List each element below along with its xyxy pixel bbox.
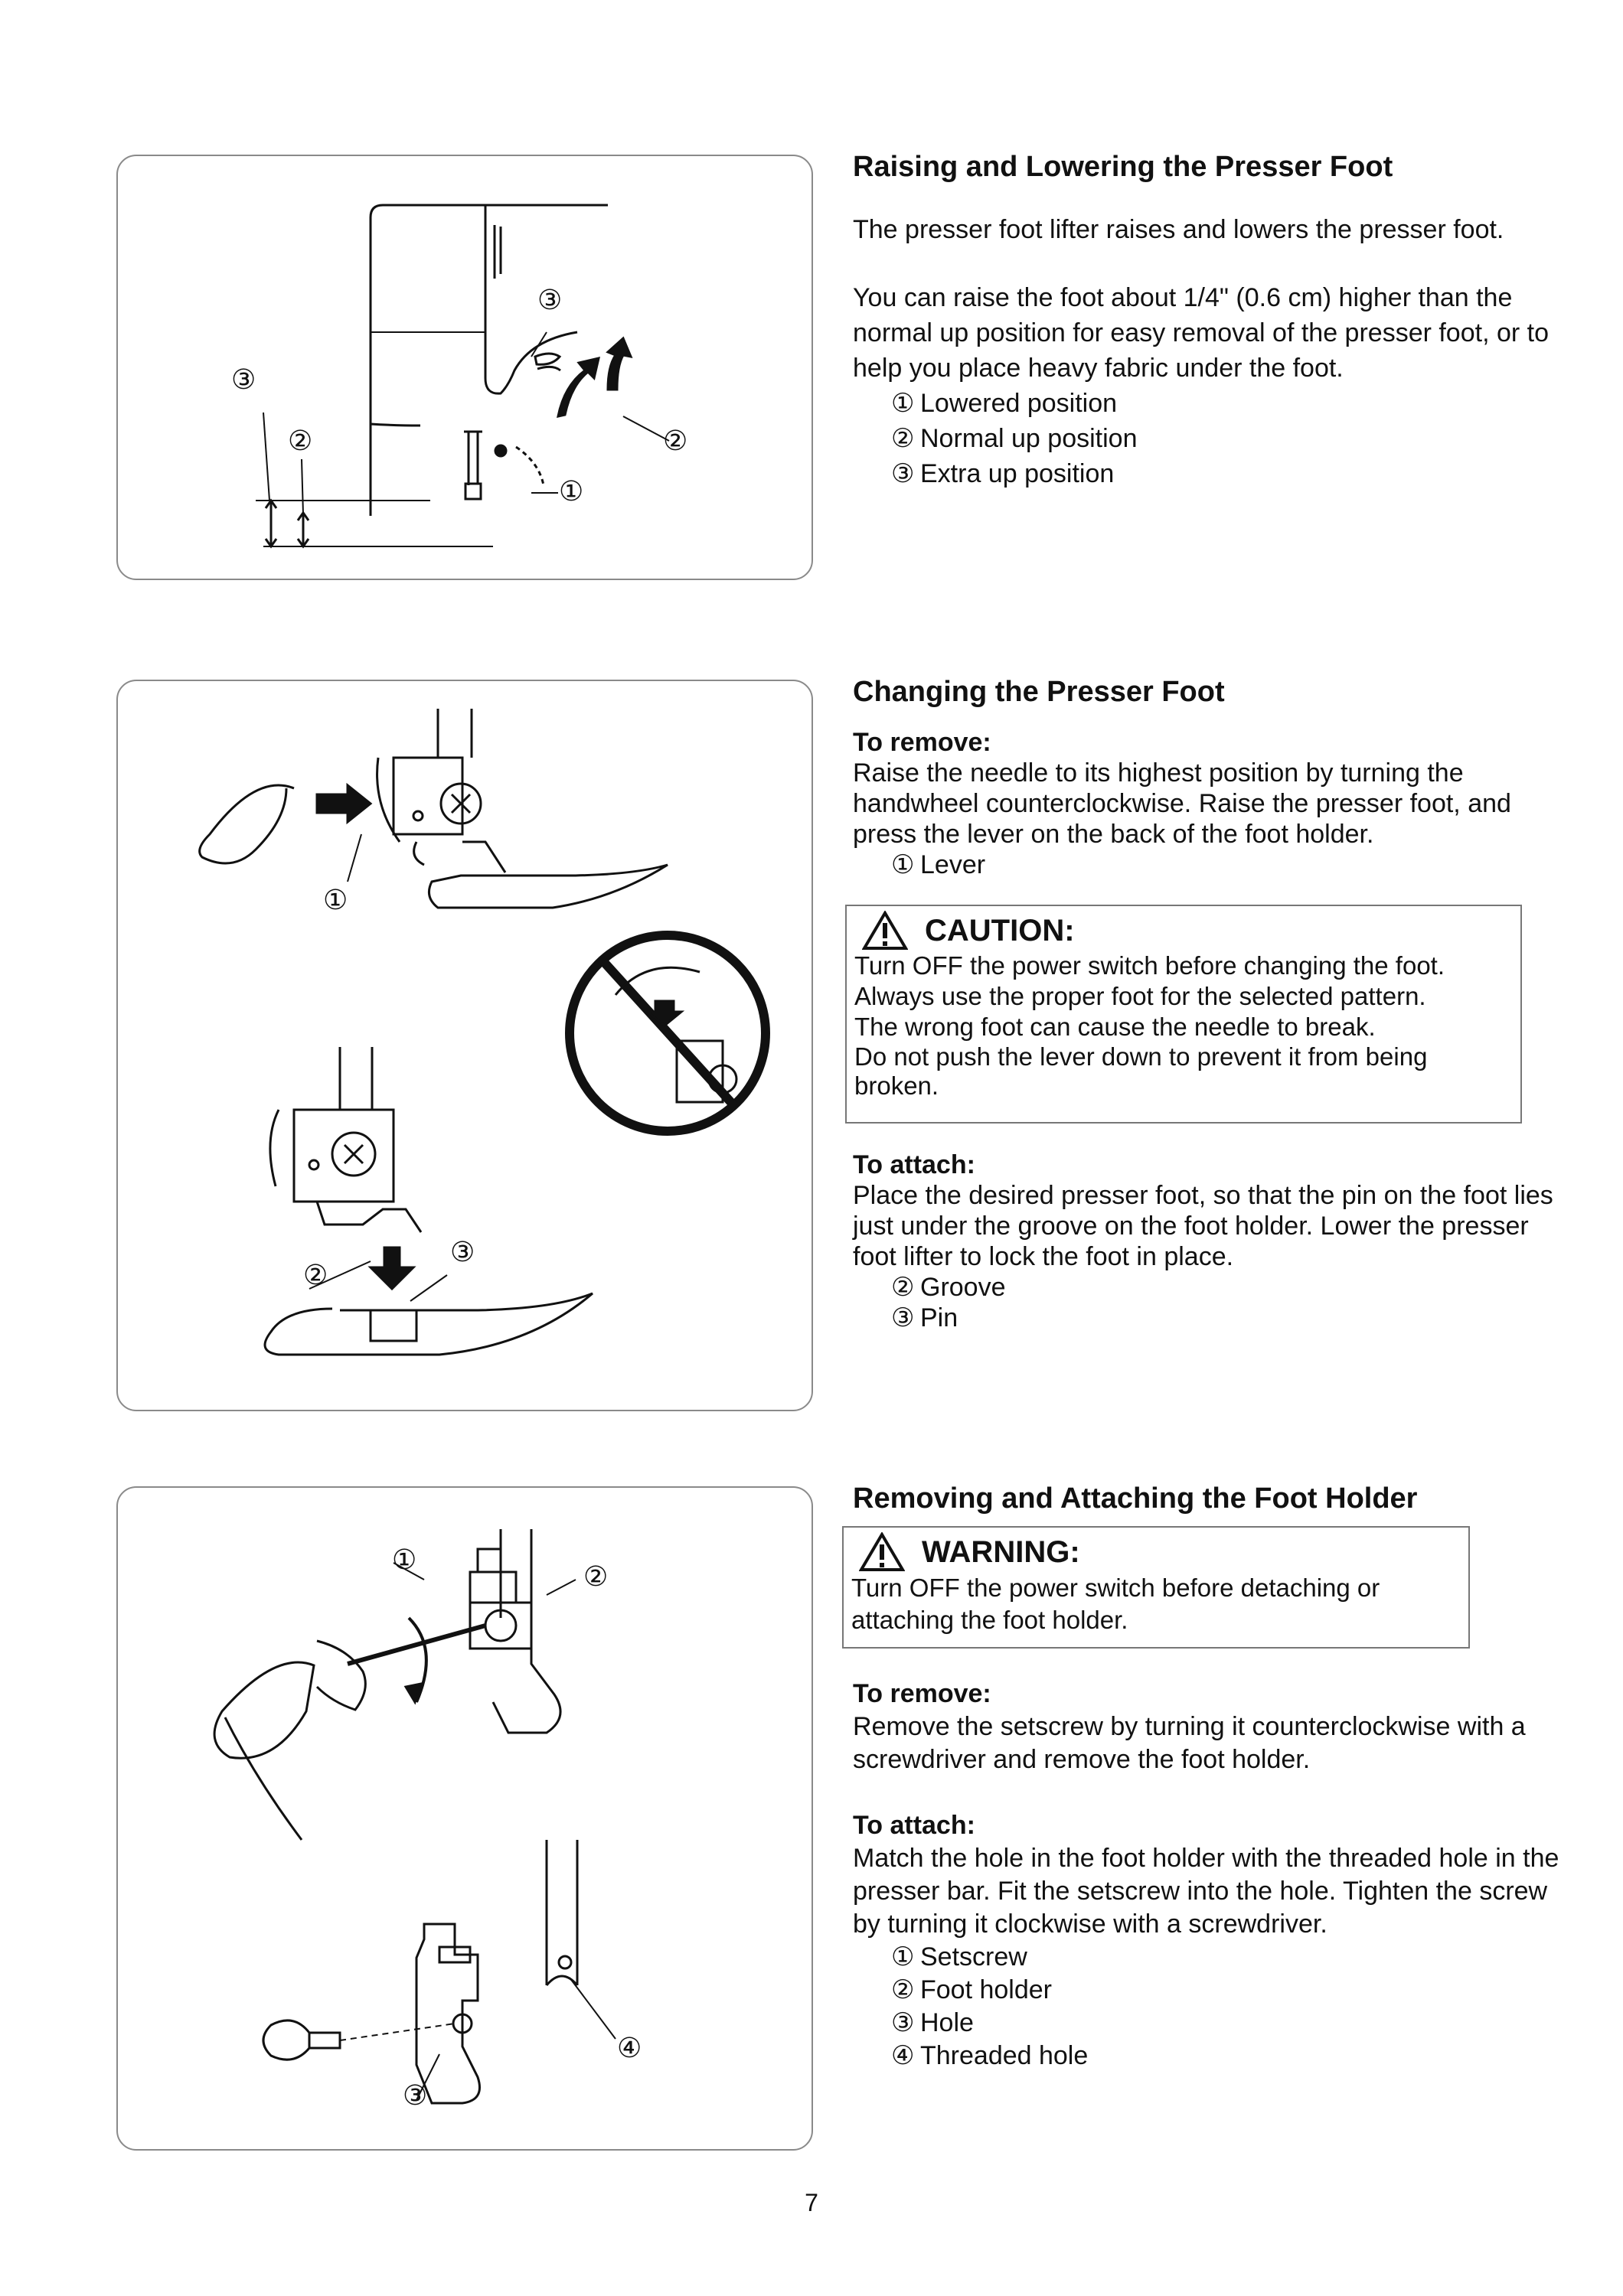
paragraph: Remove the setscrew by turning it counterclockwise with a screwdriver and remove the foot holder. (853, 1712, 1526, 1774)
figure-label: ③ (231, 364, 256, 396)
paragraph: Place the desired presser foot, so that the pin on the foot lies just under the groove on the foot holder. Lower the presser foot lifter to lock the foot in place. (853, 1181, 1553, 1271)
paragraph: The presser foot lifter raises and lowers the presser foot. (853, 215, 1504, 244)
caution-line: The wrong foot can cause the needle to break. (854, 1013, 1376, 1041)
warning-text: Turn OFF the power switch before detaching or attaching the foot holder. (851, 1574, 1380, 1634)
subheading: To remove: (853, 728, 991, 757)
list-item: ② Normal up position (891, 423, 1138, 454)
figure-label: ③ (450, 1237, 475, 1268)
list-item: ② Foot holder (891, 1975, 1052, 2005)
figure-label: ③ (537, 285, 563, 316)
caution-title: CAUTION: (925, 914, 1075, 947)
list-item: ④ Threaded hole (891, 2040, 1089, 2071)
list-item: ① Lowered position (891, 388, 1118, 419)
warning-box (842, 1526, 1470, 1649)
figure-presser-foot-lifter (116, 155, 813, 580)
illustration-foot-holder (118, 1488, 815, 2152)
figure-label: ① (323, 885, 348, 916)
list-item: ③ Hole (891, 2007, 974, 2038)
section-changing-presser-foot (853, 675, 1565, 880)
figure-changing-presser-foot (116, 680, 813, 1411)
figure-foot-holder (116, 1486, 813, 2151)
figure-label: ④ (617, 2033, 642, 2064)
list-item: ③ Pin (891, 1303, 958, 1333)
illustration-presser-foot-lifter (118, 156, 815, 582)
section-title: Changing the Presser Foot (853, 676, 1225, 708)
warning-triangle-icon (862, 911, 908, 951)
section-raising-lowering (853, 150, 1565, 491)
warning-title: WARNING: (922, 1535, 1080, 1569)
paragraph: Match the hole in the foot holder with the threaded hole in the presser bar. Fit the setscrew into the hole. Tighten the screw by turning it clockwise with a screwdriver. (853, 1844, 1559, 1939)
caution-line: Always use the proper foot for the selected pattern. (854, 982, 1426, 1010)
list-item: ③ Extra up position (891, 458, 1115, 489)
caution-line: Turn OFF the power switch before changing the foot. (854, 951, 1445, 980)
caution-box (845, 905, 1522, 1124)
figure-label: ② (288, 426, 313, 457)
illustration-changing-presser-foot (118, 681, 815, 1413)
subheading: To attach: (853, 1150, 975, 1179)
section-foot-holder-title (853, 1482, 1565, 1515)
figure-label: ② (583, 1561, 609, 1593)
section-title: Removing and Attaching the Foot Holder (853, 1482, 1418, 1515)
subheading: To remove: (853, 1679, 991, 1708)
warning-triangle-icon (859, 1532, 905, 1572)
list-item: ② Groove (891, 1272, 1006, 1303)
figure-label: ① (559, 476, 584, 507)
page-number: 7 (805, 2189, 818, 2216)
section-changing-presser-foot-attach (853, 1150, 1565, 1333)
figure-label: ① (392, 1544, 417, 1576)
subheading: To attach: (853, 1811, 975, 1840)
caution-line: Do not push the lever down to prevent it from being broken. (854, 1042, 1428, 1100)
section-foot-holder-body (853, 1678, 1565, 2073)
paragraph: Raise the needle to its highest position by turning the handwheel counterclockwise. Raise the presser foot, and press the lever on the back of the foot holder. (853, 758, 1511, 849)
figure-label: ② (303, 1260, 328, 1291)
figure-label: ② (663, 426, 688, 457)
paragraph: You can raise the foot about 1/4" (0.6 cm) higher than the normal up position for easy removal of the presser foot, or to help you place heavy fabric under the foot. (853, 283, 1550, 383)
section-title: Raising and Lowering the Presser Foot (853, 151, 1393, 183)
figure-label: ③ (403, 2080, 428, 2112)
list-item: ① Lever (891, 850, 986, 880)
list-item: ① Setscrew (891, 1942, 1027, 1972)
